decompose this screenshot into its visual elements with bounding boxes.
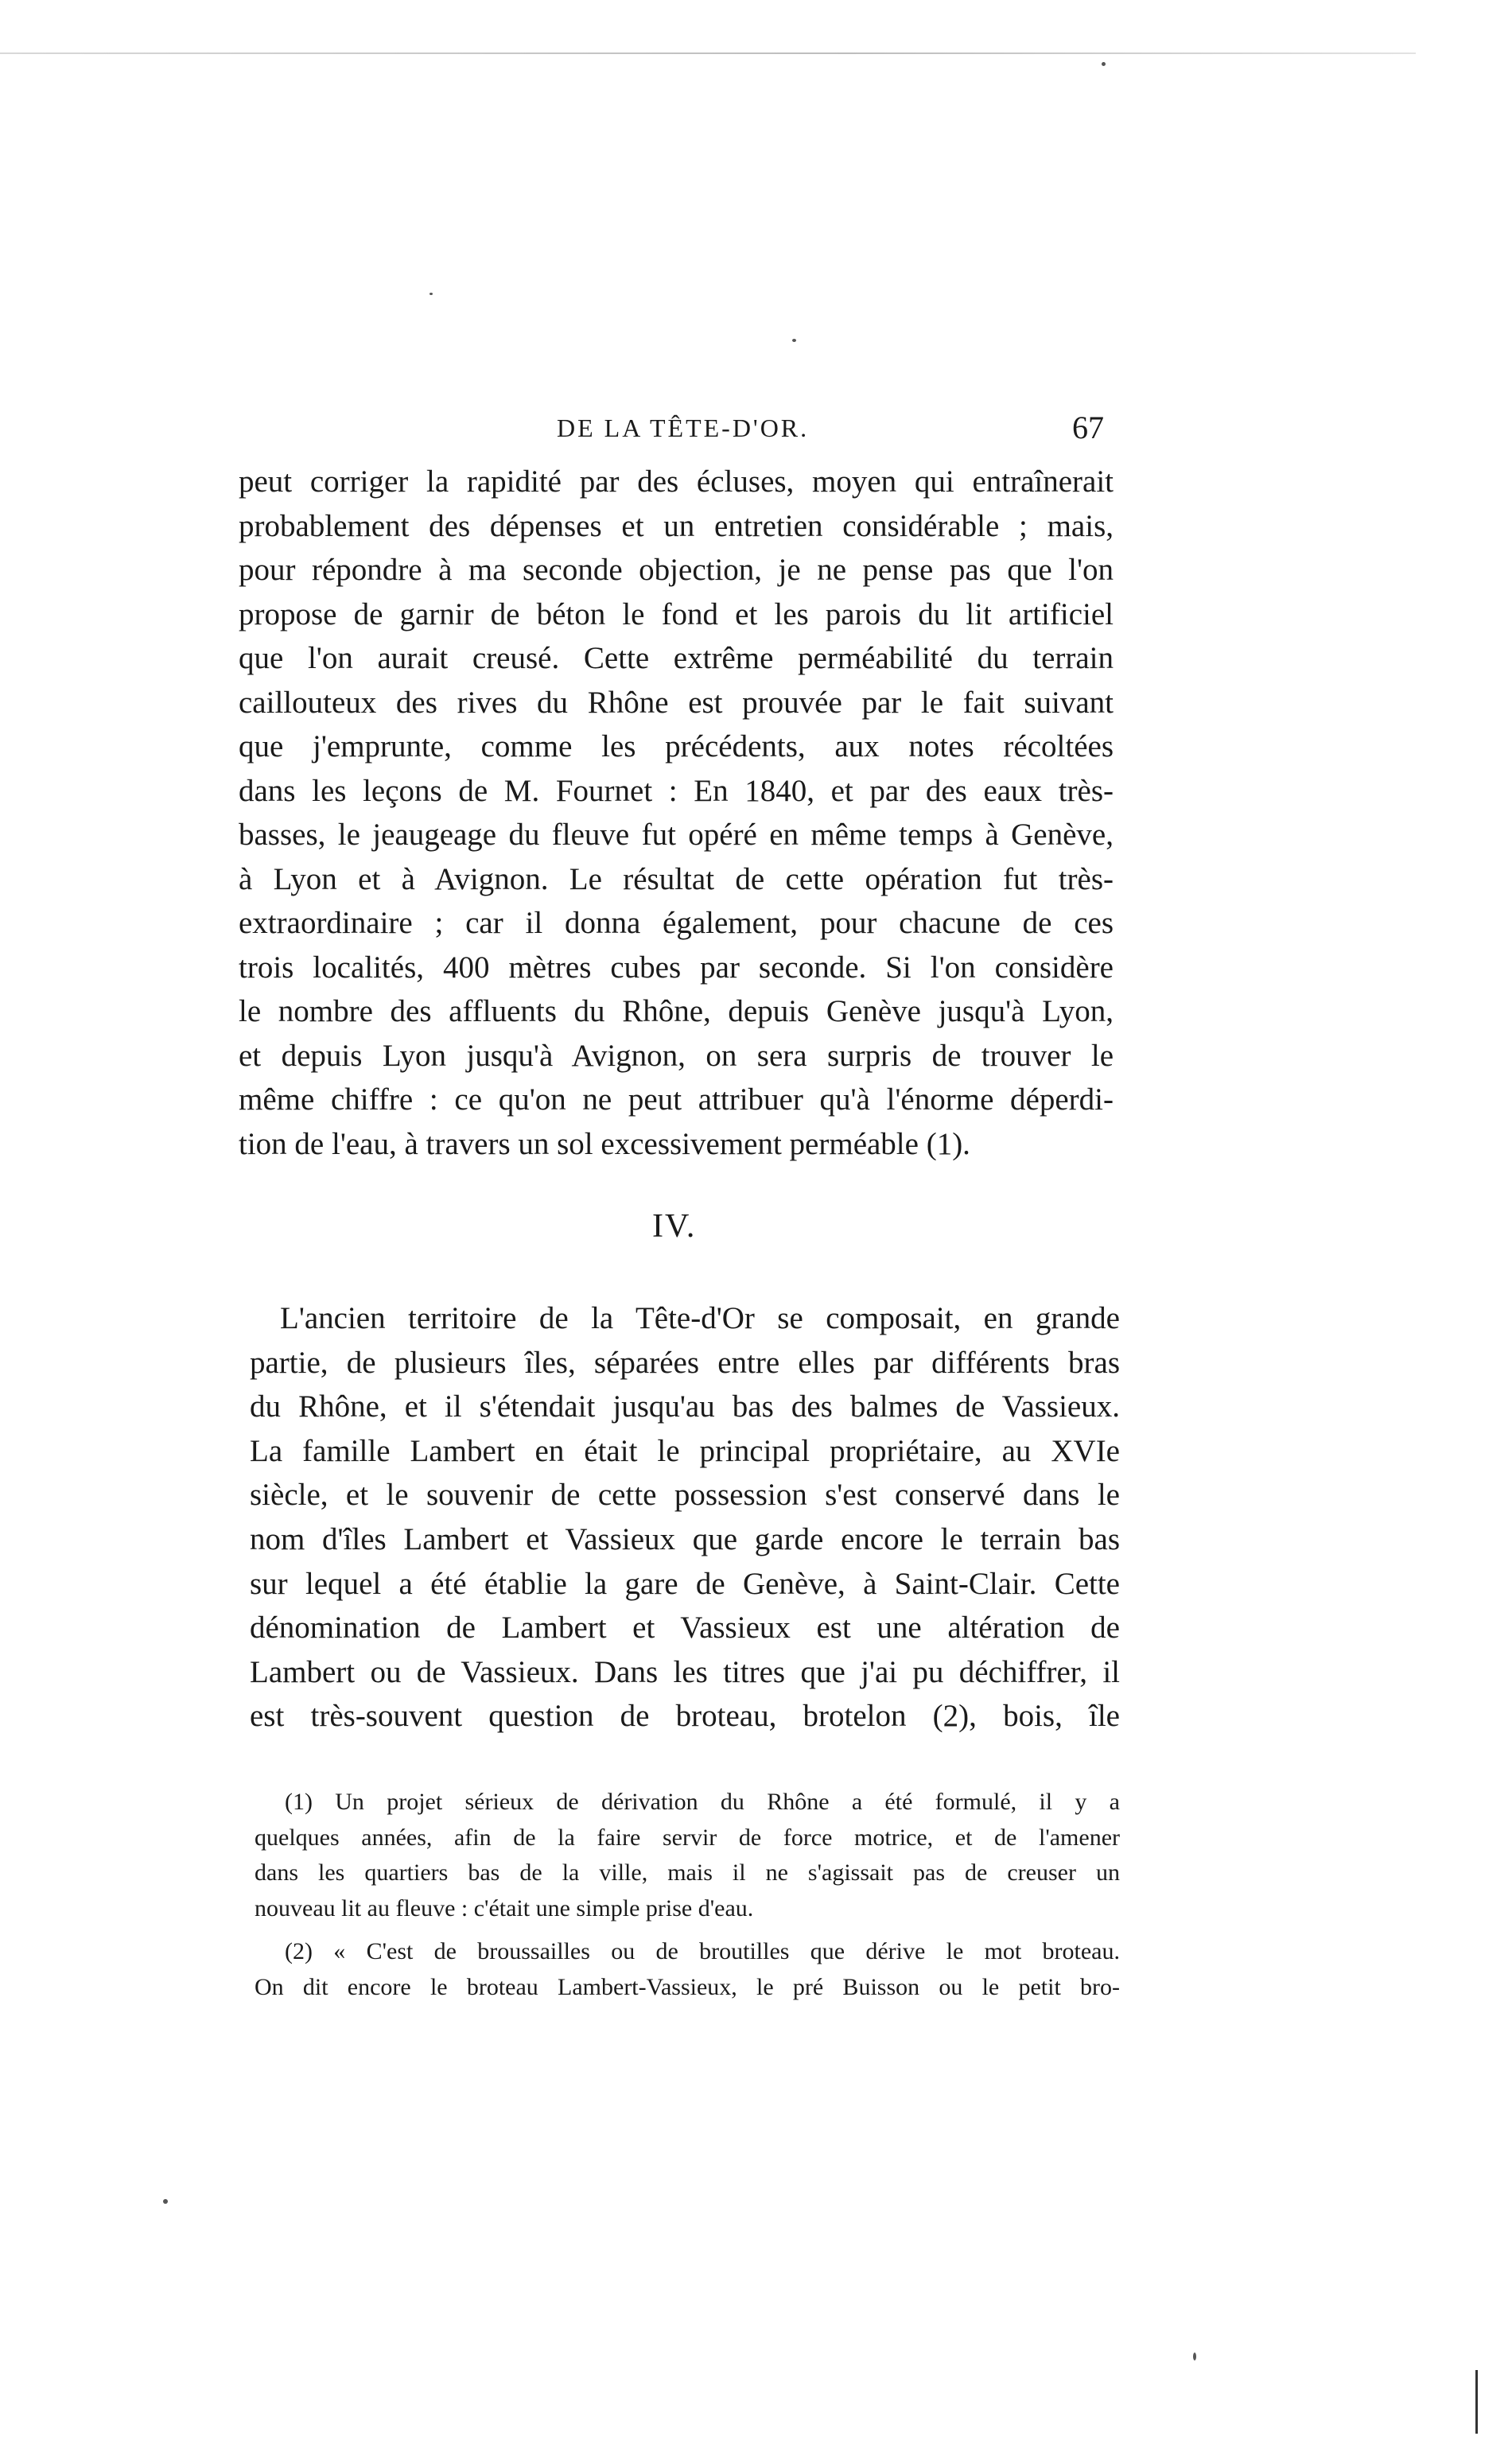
footnotes (255, 1785, 1120, 2005)
body-paragraph-2 (250, 1296, 1120, 1739)
text-line: caillouteux des rives du Rhône est prouvée par le fait suivant (239, 685, 1114, 720)
footnote-1-line: dans les quartiers bas de la ville, mais il ne s'agissait pas de creuser un (255, 1859, 1120, 1886)
text-line: tion de l'eau, à travers un sol excessivement perméable (1). (239, 1126, 970, 1161)
body-paragraph-1 (239, 460, 1114, 1166)
text-line: dénomination de Lambert et Vassieux est une altération de (250, 1611, 1120, 1646)
section-heading: IV. (652, 1208, 697, 1245)
scan-speck (792, 339, 796, 342)
text-line: extraordinaire ; car il donna également, pour chacune de ces (239, 906, 1114, 940)
scan-speck (1193, 2353, 1196, 2360)
text-line: propose de garnir de béton le fond et les parois du lit artificiel (239, 596, 1114, 631)
text-line: que j'emprunte, comme les précédents, aux notes récoltées (239, 729, 1114, 764)
footnote-2-line: On dit encore le broteau Lambert-Vassieux, le pré Buisson ou le petit bro- (255, 1973, 1120, 2000)
text-line: dans les leçons de M. Fournet : En 1840, et par des eaux très- (239, 773, 1114, 808)
text-line: La famille Lambert en était le principal propriétaire, au XVIe (250, 1433, 1120, 1468)
text-line: peut corriger la rapidité par des écluses, moyen qui entraînerait (239, 464, 1114, 499)
text-line: sur lequel a été établie la gare de Genève, à Saint-Clair. Cette (250, 1566, 1120, 1601)
text-line: pour répondre à ma seconde objection, je ne pense pas que l'on (239, 553, 1114, 587)
footnote-1-line: nouveau lit au fleuve : c'était une simple prise d'eau. (255, 1894, 754, 1921)
text-line: à Lyon et à Avignon. Le résultat de cette opération fut très- (239, 861, 1114, 896)
text-line: trois localités, 400 mètres cubes par seconde. Si l'on considère (239, 950, 1114, 985)
running-head: DE LA TÊTE-D'OR. (557, 414, 810, 442)
footnote-gap (255, 1926, 1120, 1934)
text-line: probablement des dépenses et un entretien considérable ; mais, (239, 508, 1114, 543)
page-number: 67 (1072, 410, 1104, 445)
text-line: du Rhône, et il s'étendait jusqu'au bas des balmes de Vassieux. (250, 1389, 1120, 1424)
text-line: est très-souvent question de broteau, brotelon (2), bois, île (250, 1699, 1120, 1734)
text-line: nom d'îles Lambert et Vassieux que garde encore le terrain bas (250, 1521, 1120, 1556)
text-line: basses, le jeaugeage du fleuve fut opéré en même temps à Genève, (239, 818, 1114, 852)
footnote-2-line: (2) « C'est de broussailles ou de broutilles que dérive le mot broteau. (285, 1938, 1120, 1964)
text-line: partie, de plusieurs îles, séparées entre elles par différents bras (250, 1345, 1120, 1380)
footnote-1-line: quelques années, afin de la faire servir de force motrice, et de l'amener (255, 1824, 1120, 1851)
scan-speck (163, 2199, 168, 2204)
text-line: même chiffre : ce qu'on ne peut attribuer qu'à l'énorme déperdi- (239, 1082, 1114, 1117)
scan-speck (430, 293, 433, 295)
text-line: Lambert ou de Vassieux. Dans les titres que j'ai pu déchiffrer, il (250, 1654, 1120, 1689)
scan-speck (1102, 62, 1106, 66)
margin-mark (1475, 2370, 1478, 2434)
scan-edge-rule (0, 52, 1416, 54)
text-line: le nombre des affluents du Rhône, depuis Genève jusqu'à Lyon, (239, 994, 1114, 1028)
text-line: et depuis Lyon jusqu'à Avignon, on sera surpris de trouver le (239, 1038, 1114, 1073)
text-line: L'ancien territoire de la Tête-d'Or se composait, en grande (280, 1301, 1120, 1335)
text-line: siècle, et le souvenir de cette possession s'est conservé dans le (250, 1478, 1120, 1513)
text-line: que l'on aurait creusé. Cette extrême perméabilité du terrain (239, 641, 1114, 675)
footnote-1-line: (1) Un projet sérieux de dérivation du Rhône a été formulé, il y a (285, 1789, 1120, 1815)
